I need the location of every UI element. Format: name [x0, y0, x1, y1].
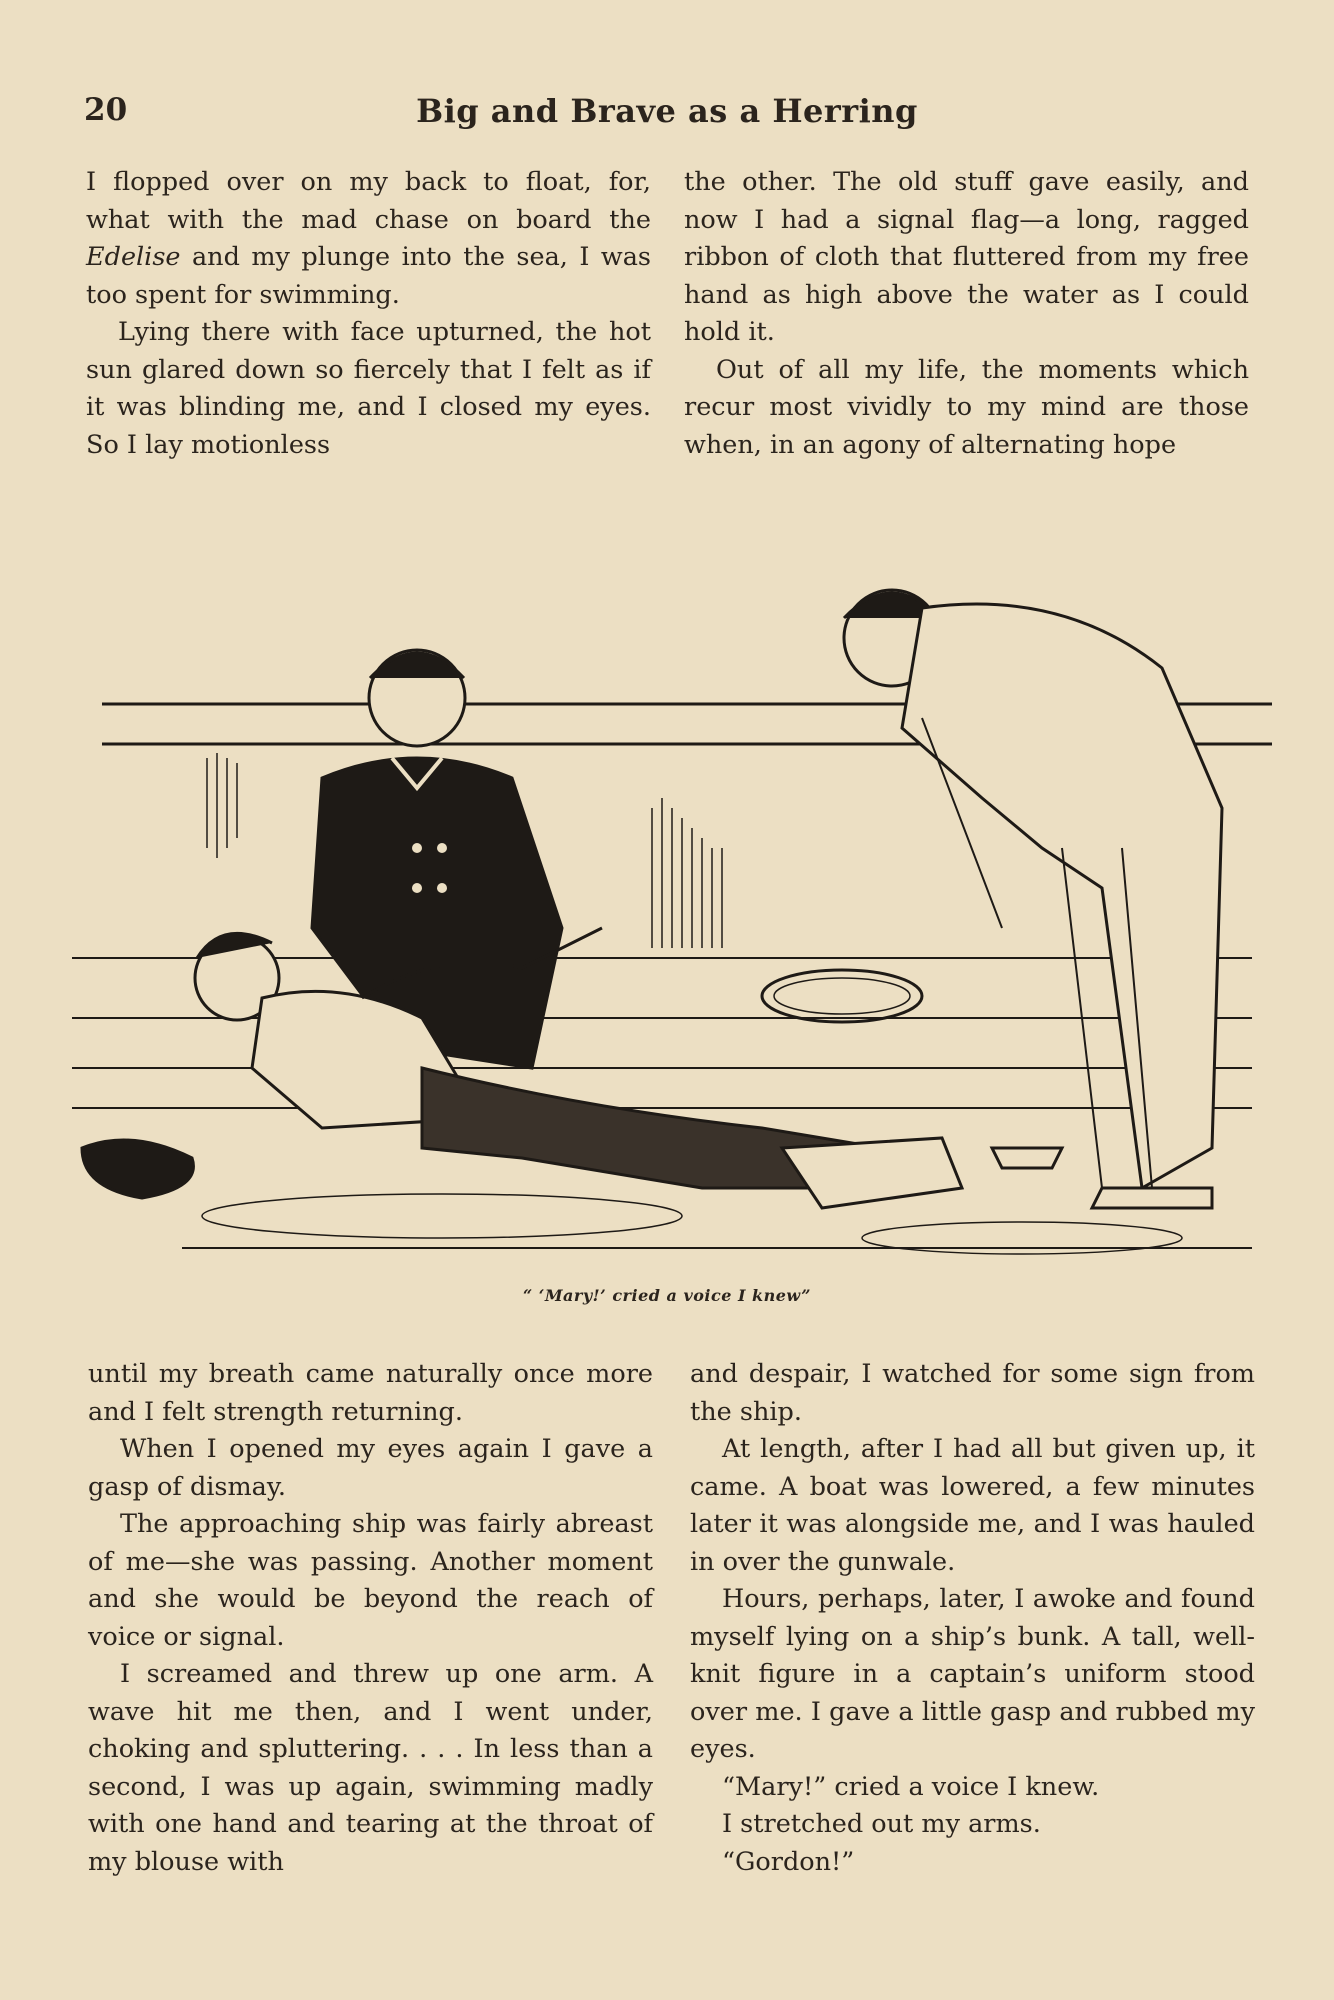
paragraph: At length, after I had all but given up, it came. A boat was lowered, a few minutes later it was alongside me, and I was hauled in over the gunwale.	[690, 1434, 1255, 1577]
paragraph: Hours, perhaps, later, I awoke and found myself lying on a ship’s bunk. A tall, well-knit figure in a captain’s uniform stood over me. I gave a little gasp and rubbed my eyes.	[690, 1584, 1255, 1764]
paragraph: until my breath came naturally once more and I felt strength returning.	[88, 1359, 653, 1427]
water-puddle	[202, 1194, 682, 1238]
paragraph: The approaching ship was fairly abreast of me—she was passing. Another moment and she would be beyond the reach of voice or signal.	[88, 1509, 653, 1652]
page-number: 20	[84, 92, 128, 128]
paragraph: I stretched out my arms.	[722, 1809, 1041, 1839]
paragraph: I screamed and threw up one arm. A wave hit me then, and I went under, choking and spluttering. . . . In less than a second, I was up again, swimming madly with one hand and tearing at the throat of my blouse with	[88, 1659, 653, 1877]
ship-name: Edelise	[86, 242, 181, 272]
paragraph: “Mary!” cried a voice I knew.	[722, 1771, 1100, 1802]
cap	[82, 1140, 193, 1198]
paragraph: Lying there with face upturned, the hot sun glared down so fiercely that I felt as if it was blinding me, and I closed my eyes. So I lay motionless	[86, 317, 651, 460]
illustration-caption: “ ‘Mary!’ cried a voice I knew”	[523, 1286, 811, 1305]
paragraph: I flopped over on my back to float, for, what with the mad chase on board the Edelise and my plunge into the sea, I was too spent for swimming.	[86, 167, 651, 310]
illustration	[62, 548, 1282, 1268]
paragraph: the other. The old stuff gave easily, and now I had a signal flag—a long, ragged ribbon of cloth that fluttered from my free hand as high above the water as I could hold it.	[684, 167, 1249, 347]
paragraph: “Gordon!”	[722, 1846, 855, 1877]
column-bottom-left	[88, 1356, 653, 1881]
standing-man	[844, 590, 1222, 1208]
paragraph: Out of all my life, the moments which recur most vividly to my mind are those when, in an agony of alternating hope	[684, 354, 1249, 460]
column-top-right	[684, 164, 1249, 464]
column-bottom-right	[690, 1356, 1255, 1881]
paragraph: When I opened my eyes again I gave a gasp of dismay.	[88, 1434, 653, 1502]
running-title: Big and Brave as a Herring	[416, 92, 918, 130]
column-top-left	[86, 164, 651, 464]
paragraph: and despair, I watched for some sign from the ship.	[690, 1359, 1255, 1427]
